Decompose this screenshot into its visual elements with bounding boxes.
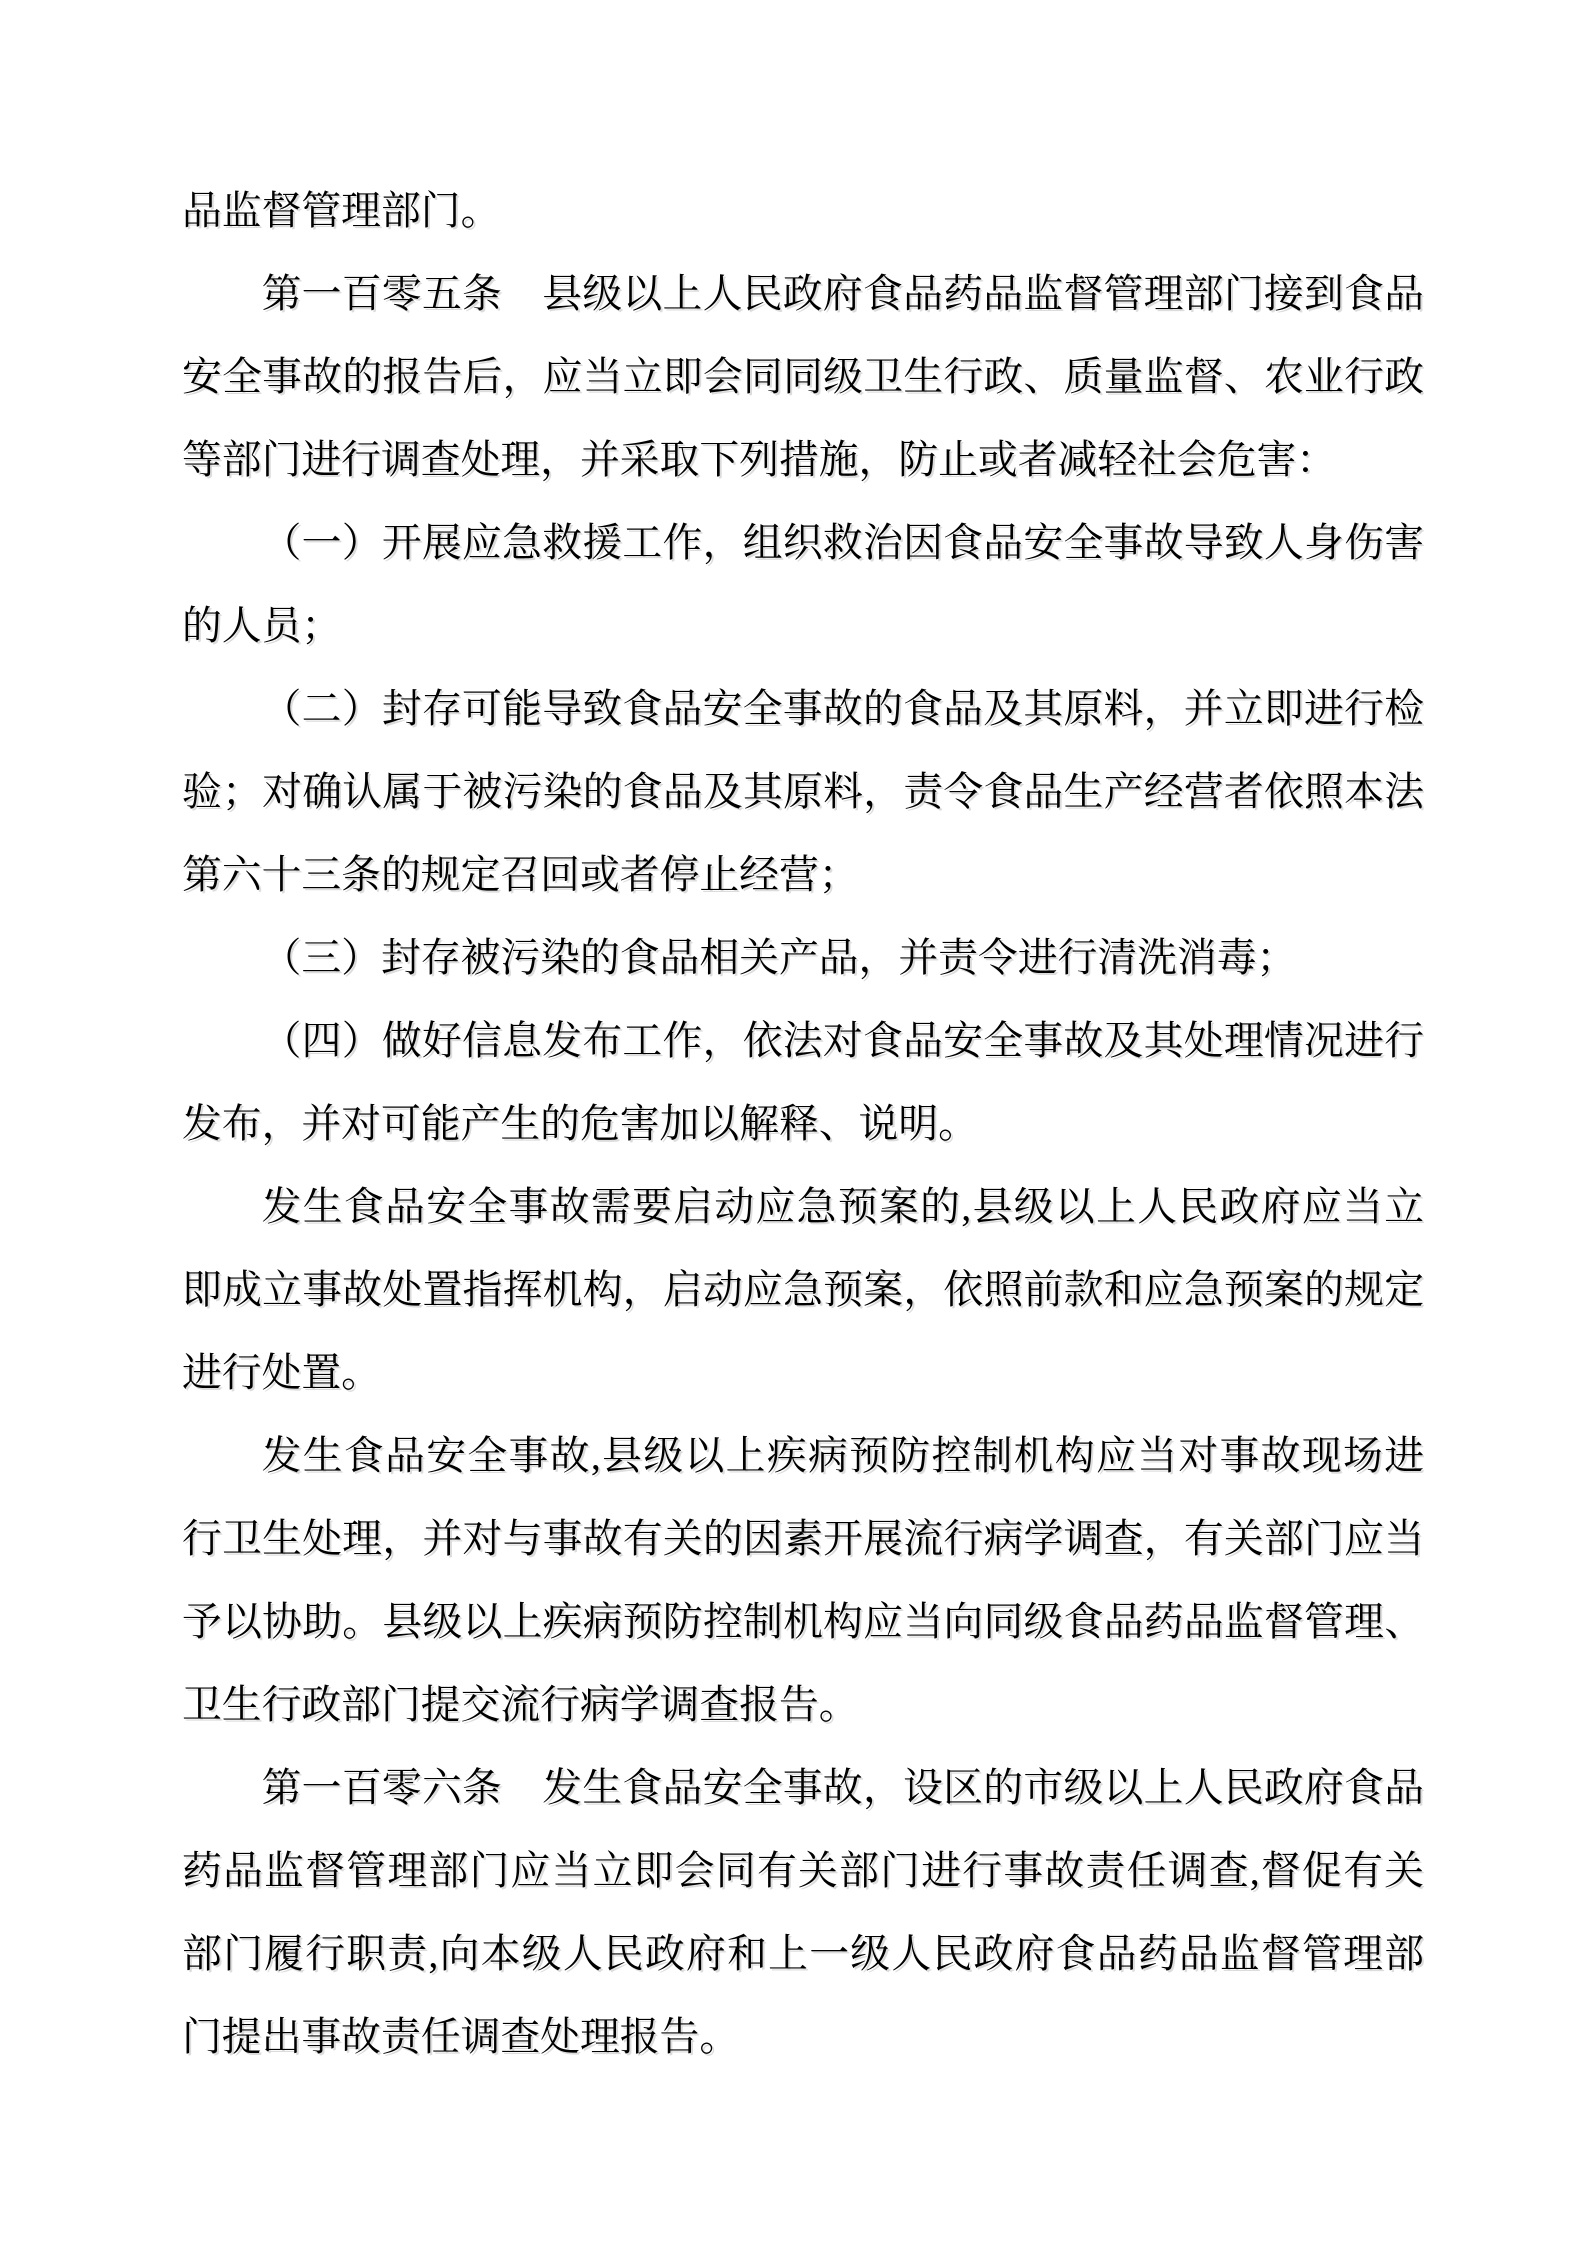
text-line: （三）封存被污染的食品相关产品，并责令进行清洗消毒； bbox=[261, 936, 1297, 980]
text-line: 第一百零五条 县级以上人民政府食品药品监督管理部门接到食品 bbox=[261, 272, 1424, 316]
text-line: 的人员； bbox=[182, 604, 342, 648]
text-line: 发布，并对可能产生的危害加以解释、说明。 bbox=[182, 1102, 978, 1146]
text-line: 第一百零六条 发生食品安全事故，设区的市级以上人民政府食品 bbox=[261, 1766, 1424, 1810]
text-line: 发生食品安全事故,县级以上疾病预防控制机构应当对事故现场进 bbox=[261, 1434, 1424, 1478]
text-line: （二）封存可能导致食品安全事故的食品及其原料，并立即进行检 bbox=[261, 687, 1424, 731]
text-line: 行卫生处理，并对与事故有关的因素开展流行病学调查，有关部门应当 bbox=[182, 1517, 1424, 1561]
text-line: 验；对确认属于被污染的食品及其原料，责令食品生产经营者依照本法 bbox=[182, 770, 1424, 814]
text-line: 即成立事故处置指挥机构，启动应急预案，依照前款和应急预案的规定 bbox=[182, 1268, 1424, 1312]
document-text-block bbox=[182, 170, 1424, 2079]
text-line: 第六十三条的规定召回或者停止经营； bbox=[182, 853, 859, 897]
text-line: 品监督管理部门。 bbox=[182, 189, 501, 233]
text-line: 卫生行政部门提交流行病学调查报告。 bbox=[182, 1683, 859, 1727]
text-line: 发生食品安全事故需要启动应急预案的,县级以上人民政府应当立 bbox=[261, 1185, 1424, 1229]
text-line: 部门履行职责,向本级人民政府和上一级人民政府食品药品监督管理部 bbox=[182, 1932, 1424, 1976]
text-line: 药品监督管理部门应当立即会同有关部门进行事故责任调查,督促有关 bbox=[182, 1849, 1424, 1893]
text-line: 进行处置。 bbox=[182, 1351, 381, 1395]
text-line: （四）做好信息发布工作，依法对食品安全事故及其处理情况进行 bbox=[261, 1019, 1424, 1063]
text-line: （一）开展应急救援工作，组织救治因食品安全事故导致人身伤害 bbox=[261, 521, 1424, 565]
text-line: 等部门进行调查处理，并采取下列措施，防止或者减轻社会危害： bbox=[182, 438, 1337, 482]
text-line: 安全事故的报告后，应当立即会同同级卫生行政、质量监督、农业行政 bbox=[182, 355, 1424, 399]
text-line: 予以协助。县级以上疾病预防控制机构应当向同级食品药品监督管理、 bbox=[182, 1600, 1424, 1644]
text-line: 门提出事故责任调查处理报告。 bbox=[182, 2015, 740, 2059]
